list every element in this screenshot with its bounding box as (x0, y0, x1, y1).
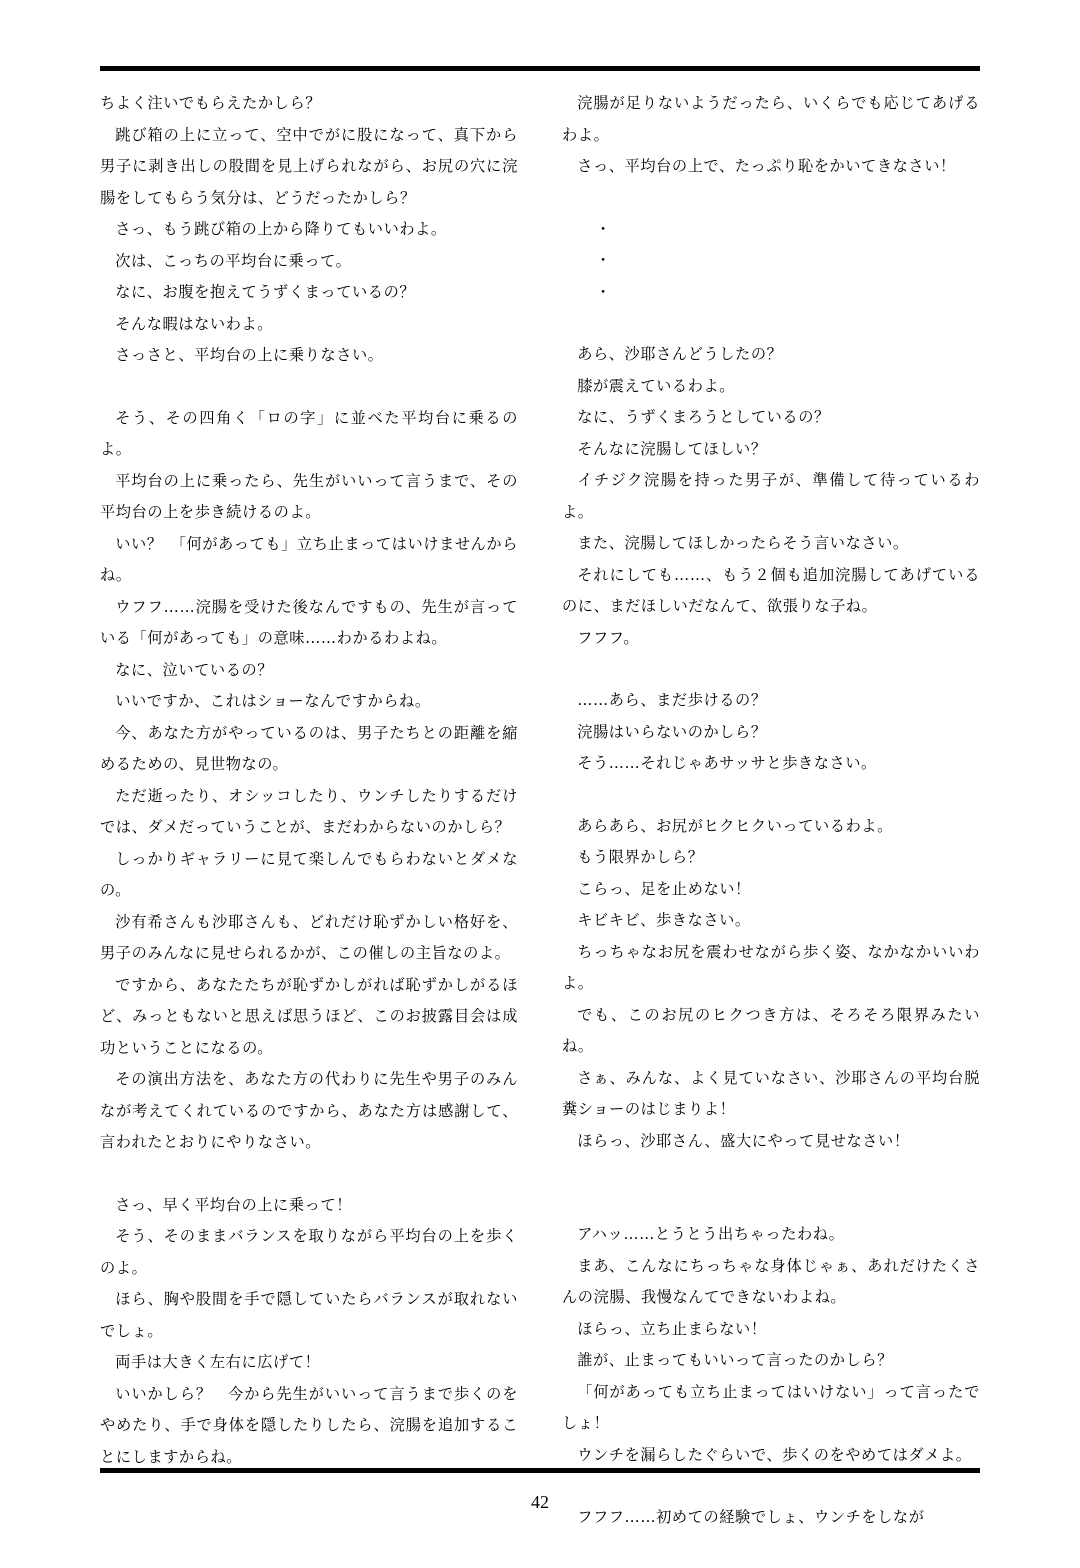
body-paragraph: こらっ、足を止めない！ (577, 879, 751, 898)
page-number: 42 (531, 1492, 549, 1512)
body-paragraph: なに、うずくまろうとしているの？ (577, 408, 830, 426)
ellipsis-dot: ・ (595, 251, 612, 269)
body-paragraph: アハッ……とうとう出ちゃったわね。 (577, 1225, 845, 1243)
body-paragraph: さっさと、平均台の上に乗りなさい。 (115, 346, 384, 364)
body-paragraph: ちよく注いでもらえたかしら？ (100, 94, 322, 112)
body-paragraph: そんなに浣腸してほしい？ (577, 439, 767, 458)
paragraph-spacer (562, 308, 980, 339)
body-paragraph: 「何があっても立ち止まってはいけない」って言ったでしょ！ (562, 1382, 980, 1432)
body-paragraph: ほらっ、沙耶さん、盛大にやって見せなさい！ (577, 1131, 910, 1150)
paragraph-spacer (562, 654, 980, 685)
body-paragraph: 沙有希さんも沙耶さんも、どれだけ恥ずかしい格好を、男子のみんなに見せられるかが、この催しの主旨なのよ。 (100, 912, 518, 962)
body-paragraph: そんな暇はないわよ。 (115, 314, 274, 333)
body-paragraph: フフフ。 (577, 628, 640, 647)
body-paragraph: さっ、早く平均台の上に乗って！ (115, 1195, 352, 1214)
body-paragraph: 膝が震えているわよ。 (577, 376, 736, 395)
body-paragraph: もう限界かしら？ (577, 848, 704, 866)
body-paragraph: フフフ……初めての経験でしょ、ウンチをしなが (577, 1508, 925, 1526)
body-paragraph: 誰が、止まってもいいって言ったのかしら？ (577, 1351, 893, 1369)
body-paragraph: ただ逝ったり、オシッコしたり、ウンチしたりするだけでは、ダメだっていうことが、まだわからないのかしら？ (100, 786, 518, 836)
body-paragraph: ……あら、まだ歩けるの？ (577, 691, 767, 709)
body-paragraph: あら、沙耶さんどうしたの？ (577, 345, 783, 363)
body-paragraph: また、浣腸してほしかったらそう言いなさい。 (577, 534, 909, 552)
body-paragraph: 両手は大きく左右に広げて！ (115, 1353, 321, 1371)
body-paragraph: その演出方法を、あなた方の代わりに先生や男子のみんなが考えてくれているのですから、あなた方は感謝して、言われたとおりにやりなさい。 (100, 1070, 518, 1151)
body-paragraph: ほらっ、立ち止まらない！ (577, 1319, 767, 1338)
paragraph-spacer (562, 183, 980, 214)
body-paragraph: それにしても……、もう２個も追加浣腸してあげているのに、まだほしいだなんて、欲張りな子ね。 (562, 565, 980, 615)
paragraph-spacer (562, 780, 980, 811)
ellipsis-dot: ・ (595, 282, 612, 301)
body-paragraph: なに、お腹を抱えてうずくまっているの？ (115, 283, 416, 301)
paragraph-spacer (100, 372, 518, 403)
body-paragraph: 浣腸はいらないのかしら？ (577, 722, 767, 741)
ellipsis-dot: ・ (595, 219, 612, 238)
body-paragraph: さぁ、みんな、よく見ていなさい、沙耶さんの平均台脱糞ショーのはじまりよ！ (562, 1068, 980, 1118)
body-paragraph: しっかりギャラリーに見て楽しんでもらわないとダメなの。 (100, 849, 518, 899)
body-paragraph: いい？ 「何があっても」立ち止まってはいけませんからね。 (100, 534, 518, 584)
body-paragraph: ウフフ……浣腸を受けた後なんですもの、先生が言っている「何があっても」の意味……わかるわよね。 (100, 597, 518, 647)
body-paragraph: なに、泣いているの？ (115, 660, 274, 679)
body-paragraph: 浣腸が足りないようだったら、いくらでも応じてあげるわよ。 (562, 94, 980, 144)
body-paragraph: そう、そのままバランスを取りながら平均台の上を歩くのよ。 (100, 1227, 518, 1277)
body-paragraph: そう……それじゃあサッサと歩きなさい。 (577, 754, 877, 772)
paragraph-spacer (562, 1157, 980, 1188)
body-paragraph: 次は、こっちの平均台に乗って。 (115, 251, 352, 270)
body-paragraph: イチジク浣腸を持った男子が、準備して待っているわよ。 (562, 471, 980, 521)
paragraph-spacer (100, 1159, 518, 1190)
body-paragraph: 跳び箱の上に立って、空中でがに股になって、真下から男子に剥き出しの股間を見上げられながら、お尻の穴に浣腸をしてもらう気分は、どうだったかしら？ (100, 125, 518, 207)
body-paragraph: キビキビ、歩きなさい。 (577, 911, 751, 929)
right-column (562, 88, 980, 1526)
left-column (100, 88, 518, 1466)
body-paragraph: ほら、胸や股間を手で隠していたらバランスが取れないでしょ。 (100, 1290, 518, 1340)
header-rule (100, 66, 980, 71)
body-paragraph: まあ、こんなにちっちゃな身体じゃぁ、あれだけたくさんの浣腸、我慢なんてできないわよね。 (562, 1256, 980, 1306)
body-paragraph: でも、このお尻のヒクつき方は、そろそろ限界みたいね。 (562, 1005, 980, 1055)
body-paragraph: あらあら、お尻がヒクヒクいっているわよ。 (577, 816, 893, 835)
body-paragraph: さっ、平均台の上で、たっぷり恥をかいてきなさい！ (577, 157, 956, 175)
body-paragraph: ですから、あなたたちが恥ずかしがれば恥ずかしがるほど、みっともないと思えば思うほど、このお披露目会は成功ということになるの。 (100, 975, 518, 1057)
paragraph-spacer (562, 1188, 980, 1219)
body-paragraph: 今、あなた方がやっているのは、男子たちとの距離を縮めるための、見世物なの。 (100, 723, 518, 773)
body-paragraph: 平均台の上に乗ったら、先生がいいって言うまで、その平均台の上を歩き続けるのよ。 (100, 471, 518, 521)
body-paragraph: いいですか、これはショーなんですからね。 (115, 692, 431, 710)
body-paragraph: ウンチを漏らしたぐらいで、歩くのをやめてはダメよ。 (577, 1445, 972, 1464)
body-paragraph: さっ、もう跳び箱の上から降りてもいいわよ。 (115, 220, 447, 238)
body-paragraph: ちっちゃなお尻を震わせながら歩く姿、なかなかいいわよ。 (562, 942, 980, 992)
ellipsis-dots (562, 214, 980, 309)
body-paragraph: そう、その四角く「ロの字」に並べた平均台に乗るのよ。 (100, 408, 518, 458)
body-paragraph: いいかしら？ 今から先生がいいって言うまで歩くのをやめたり、手で身体を隠したりしたら、浣腸を追加することにしますからね。 (100, 1384, 518, 1466)
